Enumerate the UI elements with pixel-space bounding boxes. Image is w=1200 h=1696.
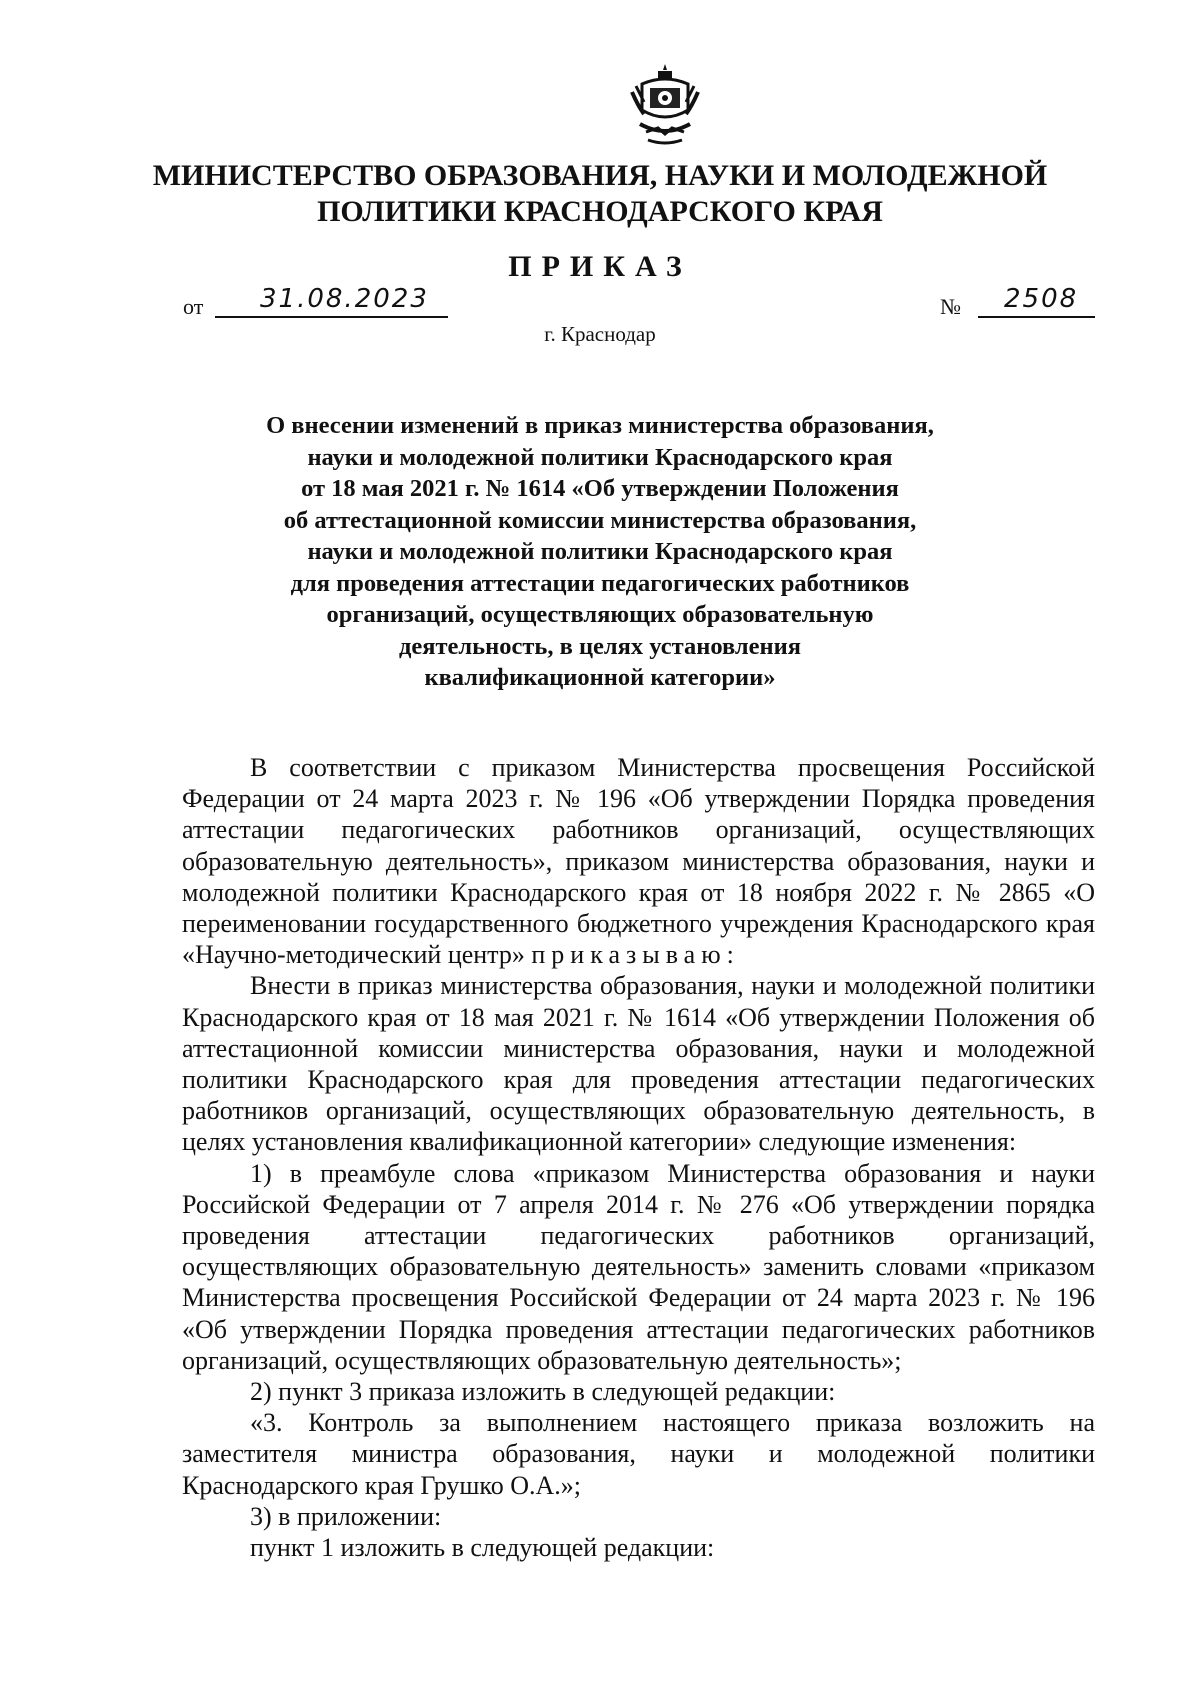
document-type: ПРИКАЗ (508, 250, 692, 283)
date-prefix: от (183, 294, 204, 319)
preamble-text: В соответствии с приказом Министерства просвещения Российской Федерации от 24 марта 2023 г. № 196 «Об утверждении Порядка проведения аттестации педагогических работников организаций, осуществляющих образовательную деятельность», приказом министерства образования, науки и молодежной политики Краснодарского края от 18 ноября 2022 г. № 2865 «О переименовании государственного бюджетного учреждения Краснодарского края «Научно-методический центр» (182, 753, 1095, 970)
item-2-paragraph: 2) пункт 3 приказа изложить в следующей редакции: (250, 1377, 836, 1407)
amendment-intro-paragraph: Внести в приказ министерства образования, науки и молодежной политики Краснодарского края от 18 мая 2021 г. № 1614 «Об утверждении Положения об аттестационной комиссии министерства образования, науки и молодежной политики Краснодарского края для проведения аттестации педагогических работников организаций, осуществляющих образовательную деятельность, в целях установления квалификационной категории» следующие изменения: (182, 971, 1095, 1157)
item-3-paragraph: 3) в приложении: (250, 1501, 442, 1531)
title-line: деятельность, в целях установления (398, 632, 802, 660)
title-line: науки и молодежной политики Краснодарского края (307, 538, 893, 565)
handwritten-date: 31.08.2023 (260, 284, 429, 314)
handwritten-number: 2508 (1004, 284, 1079, 314)
number-prefix: № (940, 294, 961, 319)
ministry-name-line-2: ПОЛИТИКИ КРАСНОДАРСКОГО КРАЯ (317, 195, 883, 228)
krasnodar-krai-coat-of-arms-emblem (628, 62, 702, 146)
order-word: приказываю: (531, 940, 740, 970)
title-line: квалификационной категории» (424, 664, 776, 691)
city: г. Краснодар (544, 322, 656, 346)
title-line: от 18 мая 2021 г. № 1614 «Об утверждении Положения (301, 475, 899, 502)
item-3-sub-paragraph: пункт 1 изложить в следующей редакции: (250, 1533, 715, 1563)
item-2-quote-paragraph: «3. Контроль за выполнением настоящего приказа возложить на заместителя министра образования, науки и молодежной политики Краснодарского края Грушко О.А.»; (182, 1408, 1095, 1500)
ministry-name-line-1: МИНИСТЕРСТВО ОБРАЗОВАНИЯ, НАУКИ И МОЛОДЕЖНОЙ (152, 159, 1048, 192)
title-line: науки и молодежной политики Краснодарского края (307, 443, 893, 471)
title-line: об аттестационной комиссии министерства образования, (283, 506, 917, 534)
date-field (215, 286, 448, 318)
ministry-name (150, 158, 1050, 230)
order-body (182, 752, 1095, 1563)
title-line: для проведения аттестации педагогических работников (290, 569, 910, 597)
order-title (150, 410, 1050, 694)
number-field (978, 286, 1095, 318)
preamble-paragraph (182, 752, 1095, 970)
title-line: организаций, осуществляющих образовательную (326, 601, 874, 628)
item-1-paragraph: 1) в преамбуле слова «приказом Министерства образования и науки Российской Федерации от 7 апреля 2014 г. № 276 «Об утверждении порядка проведения аттестации педагогических работников организаций, осуществляющих образовательную деятельность» заменить словами «приказом Министерства просвещения Российской Федерации от 24 марта 2023 г. № 196 «Об утверждении Порядка проведения аттестации педагогических работников организаций, осуществляющих образовательную деятельность»; (182, 1158, 1095, 1375)
title-line: О внесении изменений в приказ министерства образования, (266, 412, 934, 439)
